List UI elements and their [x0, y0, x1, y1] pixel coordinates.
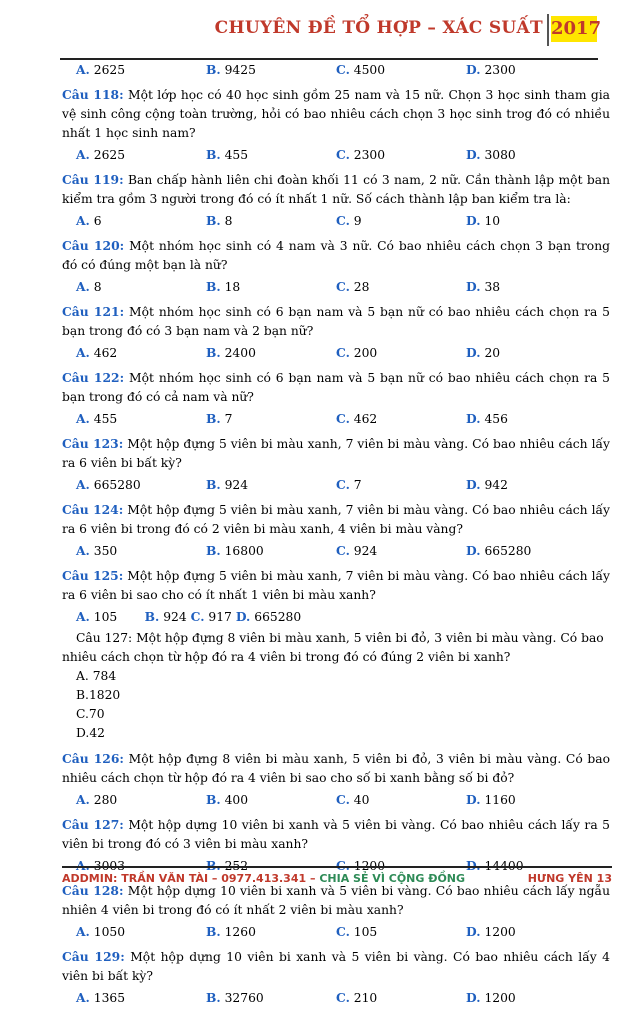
options-row	[62, 343, 610, 363]
question-127-plain	[62, 629, 610, 743]
option: B. 1260	[206, 924, 256, 939]
option: B. 455	[206, 147, 249, 162]
option: C. 28	[336, 279, 370, 294]
option: C. 9	[336, 213, 362, 228]
question-body: Một hộp đựng 8 viên bi màu xanh, 5 viên bi đỏ, 3 viên bi màu vàng. Có bao nhiêu cách chọn từ hộp đó ra 4 viên bi sao cho số bi xanh bằng số bi đỏ?	[62, 752, 610, 785]
question-number: Câu 123:	[62, 436, 124, 451]
question-number: Câu 124:	[62, 502, 124, 517]
question-number: Câu 119:	[62, 172, 124, 187]
question-number: Câu 126:	[62, 751, 124, 766]
options-row	[62, 409, 610, 429]
option: A. 280	[76, 792, 118, 807]
option: C. 105	[336, 924, 378, 939]
option: D. 38	[466, 279, 501, 294]
option: D. 2300	[466, 62, 516, 77]
option: A. 455	[76, 411, 118, 426]
option: D. 10	[466, 213, 501, 228]
option: C. 200	[336, 345, 378, 360]
option: D. 1200	[466, 990, 516, 1005]
header-divider	[547, 14, 549, 46]
question-text	[62, 500, 610, 539]
question-body: Ban chấp hành liên chi đoàn khối 11 có 3 nam, 2 nữ. Cần thành lập một ban kiểm tra gồm 3 người trong đó có ít nhất 1 nữ. Số cách thành lập ban kiểm tra là:	[62, 173, 610, 206]
option: A. 462	[76, 345, 118, 360]
question-number: Câu 125:	[62, 568, 124, 583]
footer-rule	[62, 866, 612, 868]
page-header	[0, 12, 638, 46]
question-text	[62, 302, 610, 341]
question	[62, 500, 610, 561]
option: B. 16800	[206, 543, 264, 558]
option: A. 1050	[76, 924, 126, 939]
option: C. 924	[336, 543, 378, 558]
options-row	[62, 988, 610, 1008]
question-body: Một hộp dựng 10 viên bi xanh và 5 viên bi vàng. Có bao nhiêu cách lấy 4 viên bi bất kỳ?	[62, 950, 610, 983]
question-text	[62, 170, 610, 209]
option: A. 1365	[76, 990, 126, 1005]
question-text	[62, 434, 610, 473]
option: B. 32760	[206, 990, 264, 1005]
question-number: Câu 122:	[62, 370, 125, 385]
question	[62, 85, 610, 165]
question-text	[62, 749, 610, 788]
question	[62, 236, 610, 297]
question-number: Câu 127:	[62, 817, 124, 832]
option: B. 2400	[206, 345, 256, 360]
question-body: Một nhóm học sinh có 6 bạn nam và 5 bạn nữ có bao nhiêu cách chọn ra 5 bạn trong đó có cả nam và nữ?	[62, 371, 610, 404]
option: B. 18	[206, 279, 241, 294]
question-body: Một hộp dựng 10 viên bi xanh và 5 viên bi vàng. Có bao nhiêu cách lấy ra 5 viên bi trong đó có 3 viên bi màu xanh?	[62, 818, 610, 851]
option: B. 7	[206, 411, 233, 426]
option: D. 665280	[466, 543, 532, 558]
question-text	[62, 368, 610, 407]
question	[62, 368, 610, 429]
option: C. 4500	[336, 62, 386, 77]
question-text	[62, 947, 610, 986]
question	[62, 566, 610, 627]
question-text	[62, 566, 610, 605]
option: C.70	[76, 707, 105, 721]
options-row	[62, 211, 610, 231]
options-row	[62, 541, 610, 561]
question	[62, 434, 610, 495]
question	[62, 947, 610, 1008]
option: C. 210	[336, 990, 378, 1005]
options-inline: A. 105 B. 924 C. 917 D. 665280	[76, 609, 302, 624]
question-number: Câu 120:	[62, 238, 125, 253]
option: C. 2300	[336, 147, 386, 162]
option: A. 665280	[76, 477, 141, 492]
option: D. 1160	[466, 792, 516, 807]
question-text	[62, 815, 610, 854]
option: B. 8	[206, 213, 233, 228]
header-title: CHUYÊN ĐỀ TỔ HỢP – XÁC SUẤT	[214, 18, 543, 38]
question	[62, 881, 610, 942]
page-footer	[62, 866, 612, 888]
footer-location: HƯNG YÊN 13	[527, 872, 612, 885]
option: D.42	[76, 726, 105, 740]
question-body: Một hộp đựng 5 viên bi màu xanh, 7 viên bi màu vàng. Có bao nhiêu cách lấy ra 6 viên bi bất kỳ?	[62, 437, 610, 470]
options-row	[62, 277, 610, 297]
option: D. 456	[466, 411, 508, 426]
question-body: Một nhóm học sinh có 6 bạn nam và 5 bạn nữ có bao nhiêu cách chọn ra 5 bạn trong đó có 3 bạn nam và 2 bạn nữ?	[62, 305, 610, 338]
option: B. 400	[206, 792, 249, 807]
question-body: Một hộp đựng 5 viên bi màu xanh, 7 viên bi màu vàng. Có bao nhiêu cách lấy ra 6 viên bi sao cho có ít nhất 1 viên bi màu xanh?	[62, 569, 610, 602]
footer-credit: ADDMIN: TRẦN VĂN TÀI – 0977.413.341 – CHIA SẺ VÌ CỘNG ĐỒNG	[62, 872, 466, 885]
option: A. 2625	[76, 147, 126, 162]
question-number: Câu 118:	[62, 87, 124, 102]
option: C. 7	[336, 477, 362, 492]
option: B.1820	[76, 688, 121, 702]
question	[62, 749, 610, 810]
option: D. 1200	[466, 924, 516, 939]
question	[62, 302, 610, 363]
question-body: Một hộp đựng 5 viên bi màu xanh, 7 viên bi màu vàng. Có bao nhiêu cách lấy ra 6 viên bi trong đó có 2 viên bi màu xanh, 4 viên bi màu vàng?	[62, 503, 610, 536]
option: A. 784	[76, 669, 117, 683]
option: D. 3080	[466, 147, 516, 162]
question	[62, 170, 610, 231]
question-body: Một hộp dựng 10 viên bi xanh và 5 viên bi vàng. Có bao nhiêu cách lấy ngẫu nhiên 4 viên bi trong đó có ít nhất 2 viên bi màu xanh?	[62, 884, 610, 917]
header-year: 2017	[551, 16, 597, 42]
question-number: Câu 128:	[62, 883, 124, 898]
top-options	[62, 60, 610, 80]
option: D. 20	[466, 345, 501, 360]
option: D. 942	[466, 477, 508, 492]
question-body: Một nhóm học sinh có 4 nam và 3 nữ. Có bao nhiêu cách chọn 3 bạn trong đó có đúng một bạn là nữ?	[62, 239, 610, 272]
options-row	[62, 922, 610, 942]
option: C. 40	[336, 792, 370, 807]
question-text	[62, 85, 610, 143]
option: B. 9425	[206, 62, 256, 77]
options-row	[62, 790, 610, 810]
question-text: Câu 127: Một hộp đựng 8 viên bi màu xanh, 5 viên bi đỏ, 3 viên bi màu vàng. Có bao nhiêu cách chọn từ hộp đó ra 4 viên bi trong đó có đúng 2 viên bi xanh?	[62, 631, 604, 664]
option: A. 2625	[76, 62, 126, 77]
question-body: Một lớp học có 40 học sinh gồm 25 nam và 15 nữ. Chọn 3 học sinh tham gia vệ sinh công cộng toàn trường, hỏi có bao nhiêu cách chọn 3 học sinh trog đó có nhiều nhất 1 học sinh nam?	[62, 88, 610, 140]
question-text	[62, 236, 610, 275]
option: A. 8	[76, 279, 102, 294]
options-row	[62, 145, 610, 165]
option: C. 462	[336, 411, 378, 426]
options-row	[62, 475, 610, 495]
option: B. 924	[206, 477, 249, 492]
option: A. 6	[76, 213, 102, 228]
option: A. 350	[76, 543, 118, 558]
question-number: Câu 121:	[62, 304, 125, 319]
question-number: Câu 129:	[62, 949, 125, 964]
